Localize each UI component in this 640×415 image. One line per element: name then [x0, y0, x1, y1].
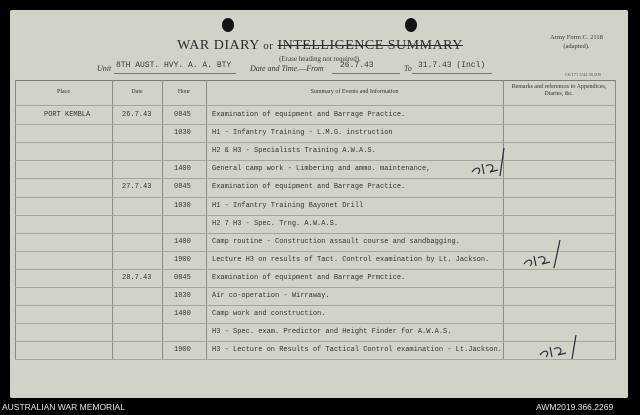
- row-divider: [15, 178, 615, 179]
- row-divider: [15, 341, 615, 342]
- row-summary: Examination of equipment and Barrage Practice.: [212, 111, 406, 119]
- row-hour: 1400: [174, 165, 191, 174]
- row-summary: General camp work - Limbering and ammo. maintenance,: [212, 165, 431, 174]
- form-code: C6/171 5/42 30,000: [565, 72, 601, 77]
- unit-value: 8TH AUST. HVY. A. A. BTY: [116, 61, 232, 70]
- row-hour: 0845: [174, 183, 191, 192]
- diary-subtitle: (Erase heading not required).: [279, 55, 361, 63]
- row-divider: [15, 142, 615, 143]
- row-hour: 1900: [174, 346, 191, 355]
- diary-title: WAR DIARY or INTELLIGENCE SUMMARY: [177, 38, 463, 53]
- row-summary: Air co-operation - Wirraway.: [212, 292, 330, 300]
- handwritten-initials: [536, 333, 586, 361]
- row-summary: Camp routine - Construction assault course and sandbagging.: [212, 237, 460, 246]
- row-date: 28.7.43: [122, 273, 152, 282]
- row-divider: [15, 215, 615, 216]
- row-summary: Camp work and construction.: [212, 310, 326, 319]
- row-divider: [15, 197, 615, 198]
- col-date: Date: [131, 89, 143, 95]
- date-label: Date and Time.—From: [250, 64, 324, 73]
- footer-accession: AWM2019.366.2269: [536, 402, 614, 412]
- row-summary: Examination of equipment and Barrage Prmctice.: [212, 273, 406, 282]
- col-summary: Summary of Events and Information: [310, 89, 399, 95]
- row-divider: [15, 233, 615, 234]
- punch-hole: [222, 18, 234, 32]
- to-label: To: [404, 64, 412, 73]
- handwritten-initials: [468, 146, 518, 180]
- row-divider: [15, 287, 615, 288]
- row-place: PORT KEMBLA: [44, 111, 91, 119]
- row-hour: 1030: [174, 292, 191, 300]
- row-divider: [15, 305, 615, 306]
- row-hour: 1400: [174, 237, 191, 246]
- footer-credit: AUSTRALIAN WAR MEMORIAL: [2, 402, 125, 412]
- row-date: 27.7.43: [122, 183, 152, 192]
- row-hour: 0845: [174, 273, 191, 282]
- row-hour: 1030: [174, 201, 191, 210]
- row-summary: H1 - Infantry Training - L.M.G. instruction: [212, 129, 393, 138]
- row-summary: H3 - Spec. exam. Predictor and Height Finder for A.W.A.S.: [212, 328, 452, 337]
- date-from: 26.7.43: [340, 61, 374, 70]
- handwritten-initials: [520, 238, 570, 272]
- row-summary: H2 & H3 - Specialists Training A.W.A.S.: [212, 147, 376, 156]
- row-summary: H2 7 H3 - Spec. Trng. A.W.A.S.: [212, 219, 339, 228]
- row-summary: Lecture H3 on results of Tact. Control examination by Lt. Jackson.: [212, 255, 490, 264]
- unit-label: Unit: [97, 64, 112, 73]
- row-divider: [15, 124, 615, 125]
- col-hour: Hour: [177, 89, 191, 95]
- row-divider: [15, 160, 615, 161]
- row-divider: [15, 359, 615, 360]
- row-summary: H1 - Infantry Training Bayonet Drill: [212, 201, 364, 210]
- col-place: Place: [57, 89, 70, 95]
- col-remarks: Remarks and references to Appendices, Diaries, &c.: [511, 84, 607, 97]
- row-summary: H3 - Lecture on Results of Tactical Control examination - Lt.Jackson.: [212, 346, 502, 355]
- punch-hole: [405, 18, 417, 32]
- row-hour: 0845: [174, 111, 191, 119]
- form-number: Army Form C. 2118 (adapted).: [550, 34, 603, 50]
- date-to: 31.7.43 (Incl): [418, 61, 486, 70]
- row-hour: 1900: [174, 255, 191, 264]
- row-summary: Examination of equipment and Barrage Practice.: [212, 183, 406, 192]
- row-date: 26.7.43: [122, 111, 152, 119]
- row-hour: 1030: [174, 129, 191, 138]
- row-divider: [15, 323, 615, 324]
- row-hour: 1400: [174, 310, 191, 319]
